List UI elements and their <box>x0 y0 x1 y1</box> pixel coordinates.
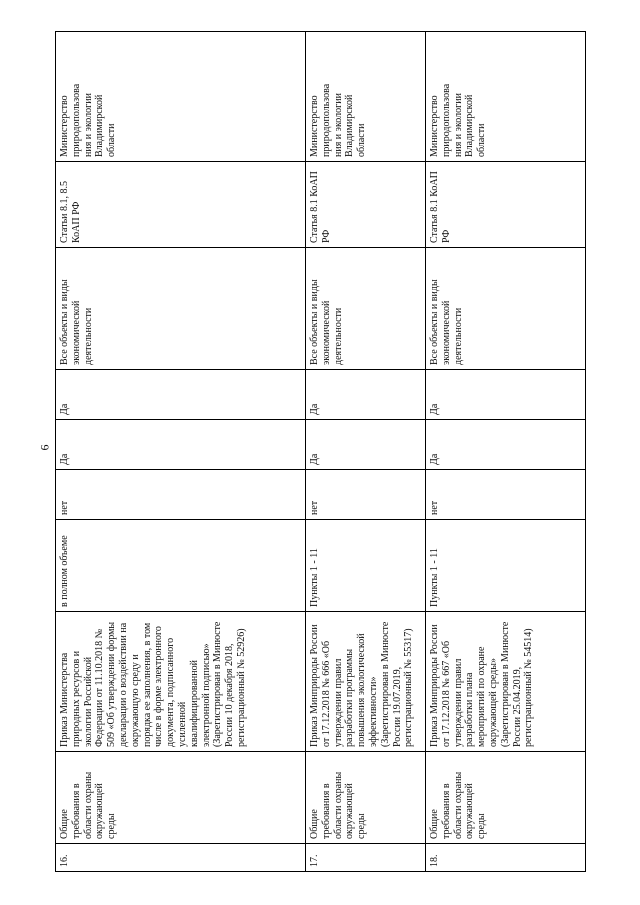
flag-cell-1: нет <box>426 470 586 520</box>
requirements-table <box>55 31 586 872</box>
flag-cell-1: нет <box>56 470 306 520</box>
table-row <box>426 32 586 872</box>
requirement-cell: Общие требования в области охраны окружающей среды <box>426 752 586 844</box>
row-number: 17. <box>306 844 426 872</box>
objects-cell: Все объекты и виды экономической деятельности <box>56 248 306 370</box>
legal-act-cell: Приказ Министерства природных ресурсов и экологии Российской Федерации от 11.10.2018 № 509 «Об утверждении формы декларации о воздействии на окружающую среду и порядка ее заполнения, в том числе в форме электронного документа, подписанного усиленной квалифицированной электронной подписью» (Зарегистрирован в Минюсте России 10 декабря 2018, регистрационный № 52926) <box>56 612 306 752</box>
row-number: 16. <box>56 844 306 872</box>
legal-act-cell: Приказ Минприроды России от 17.12.2018 № 666 «Об утверждении правил разработки программы повышения экологической эффективности» (Зарегистрирован в Минюсте России 19.07.2019, регистрационный № 55317) <box>306 612 426 752</box>
authority-cell: Министерство природопользова ния и экологии Владимирской области <box>56 32 306 162</box>
koap-cell: Статья 8.1 КоАП РФ <box>426 162 586 248</box>
row-number: 18. <box>426 844 586 872</box>
flag-cell-2: Да <box>306 420 426 470</box>
table-row <box>56 32 306 872</box>
scope-cell: в полном объеме <box>56 520 306 612</box>
flag-cell-3: Да <box>426 370 586 420</box>
rotated-page-content <box>55 32 585 872</box>
requirement-cell: Общие требования в области охраны окружающей среды <box>306 752 426 844</box>
flag-cell-2: Да <box>56 420 306 470</box>
objects-cell: Все объекты и виды экономической деятельности <box>306 248 426 370</box>
legal-act-cell: Приказ Минприроды России от 17.12.2018 № 667 «Об утверждении правил разработки плана мероприятий по охране окружающей среды» (Зарегистрирован в Минюсте России 25.04.2019, регистрационный № 54514) <box>426 612 586 752</box>
flag-cell-2: Да <box>426 420 586 470</box>
flag-cell-3: Да <box>56 370 306 420</box>
page-number: 6 <box>37 444 52 451</box>
table-row <box>306 32 426 872</box>
authority-cell: Министерство природопользова ния и экологии Владимирской области <box>306 32 426 162</box>
flag-cell-3: Да <box>306 370 426 420</box>
authority-cell: Министерство природопользова ния и экологии Владимирской области <box>426 32 586 162</box>
requirement-cell: Общие требования в области охраны окружающей среды <box>56 752 306 844</box>
flag-cell-1: нет <box>306 470 426 520</box>
scope-cell: Пункты 1 - 11 <box>426 520 586 612</box>
objects-cell: Все объекты и виды экономической деятельности <box>426 248 586 370</box>
koap-cell: Статья 8.1 КоАП РФ <box>306 162 426 248</box>
koap-cell: Статьи 8.1, 8.5 КоАП РФ <box>56 162 306 248</box>
scope-cell: Пункты 1 - 11 <box>306 520 426 612</box>
